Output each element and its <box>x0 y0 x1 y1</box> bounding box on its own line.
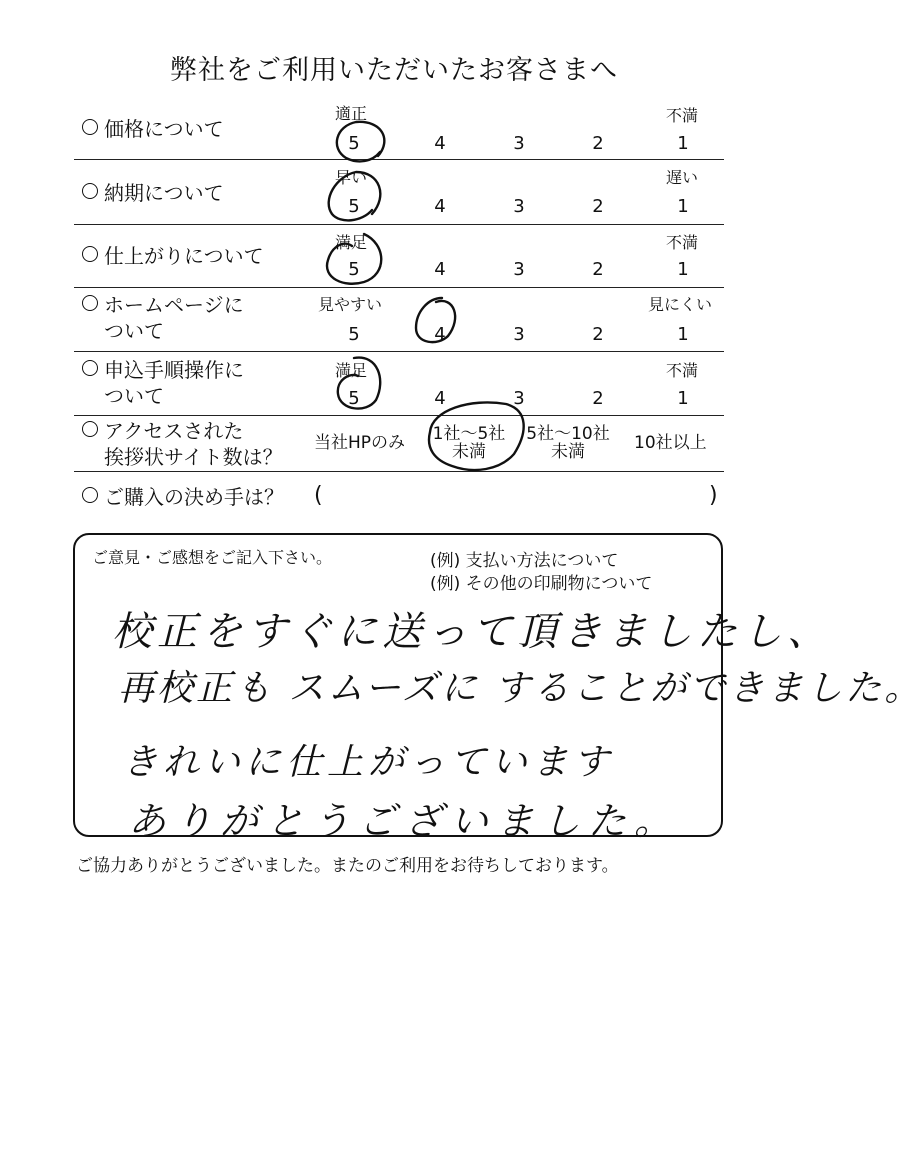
selected-mark-finish <box>327 234 381 284</box>
selected-mark-homepage <box>416 298 455 342</box>
application-score-1[interactable]: 1 <box>677 388 689 409</box>
price-score-4[interactable]: 4 <box>434 133 446 154</box>
question-decision-label: ご購入の決め手は？ <box>82 484 284 510</box>
selected-mark-access <box>429 402 524 470</box>
price-score-1[interactable]: 1 <box>677 133 689 154</box>
footer-thanks: ご協力ありがとうございました。またのご利用をお待ちしております。 <box>76 856 619 876</box>
finish-score-4[interactable]: 4 <box>434 259 446 280</box>
question-application-label: 申込手順操作に ついて <box>82 357 244 409</box>
delivery-score-1[interactable]: 1 <box>677 196 689 217</box>
delivery-score-3[interactable]: 3 <box>513 196 525 217</box>
handwritten-line-2: 再校正も スムーズに することができました。 <box>118 668 923 709</box>
homepage-score-5[interactable]: 5 <box>348 324 360 345</box>
access-option-5-10[interactable]: 5社～10社 未満 <box>526 424 610 462</box>
delivery-left-label: 早い <box>335 168 368 187</box>
comment-example-1: (例) 支払い方法について <box>430 551 619 571</box>
access-option-10-plus[interactable]: 10社以上 <box>634 433 707 453</box>
application-score-4[interactable]: 4 <box>434 388 446 409</box>
comment-heading: ご意見・ご感想をご記入下さい。 <box>92 548 333 567</box>
handwritten-line-1: 校正をすぐに送って頂きましたし、 <box>112 609 832 655</box>
finish-score-3[interactable]: 3 <box>513 259 525 280</box>
homepage-score-3[interactable]: 3 <box>513 324 525 345</box>
selected-mark-application <box>338 358 380 409</box>
question-price-label: 価格について <box>82 116 224 142</box>
handwritten-line-3: きれいに仕上がっています <box>122 742 615 783</box>
access-option-1-5[interactable]: 1社～5社 未満 <box>432 424 506 462</box>
selected-mark-price <box>337 122 384 162</box>
application-left-label: 満足 <box>335 361 368 380</box>
finish-score-1[interactable]: 1 <box>677 259 689 280</box>
decision-open-paren: ( <box>314 483 323 508</box>
homepage-score-2[interactable]: 2 <box>592 324 604 345</box>
price-score-3[interactable]: 3 <box>513 133 525 154</box>
question-access-label: アクセスされた 挨拶状サイト数は？ <box>82 418 283 470</box>
homepage-left-label: 見やすい <box>318 295 383 314</box>
application-score-3[interactable]: 3 <box>513 388 525 409</box>
delivery-score-4[interactable]: 4 <box>434 196 446 217</box>
homepage-score-1[interactable]: 1 <box>677 324 689 345</box>
finish-right-label: 不満 <box>666 233 699 252</box>
finish-score-5[interactable]: 5 <box>348 259 360 280</box>
application-right-label: 不満 <box>666 361 699 380</box>
access-option-own-site[interactable]: 当社HPのみ <box>314 433 406 453</box>
price-right-label: 不満 <box>666 106 699 125</box>
delivery-score-2[interactable]: 2 <box>592 196 604 217</box>
question-homepage-label: ホームページに ついて <box>82 292 244 344</box>
selected-mark-delivery <box>329 172 381 220</box>
price-score-2[interactable]: 2 <box>592 133 604 154</box>
homepage-score-4[interactable]: 4 <box>434 324 446 345</box>
decision-close-paren: ) <box>709 483 718 508</box>
finish-score-2[interactable]: 2 <box>592 259 604 280</box>
price-score-5[interactable]: 5 <box>348 133 360 154</box>
comment-example-2: (例) その他の印刷物について <box>430 574 653 594</box>
question-delivery-label: 納期について <box>82 180 224 206</box>
price-left-label: 適正 <box>335 104 368 123</box>
delivery-score-5[interactable]: 5 <box>348 196 360 217</box>
handwritten-line-4: ありがとうございました。 <box>128 799 681 843</box>
delivery-right-label: 遅い <box>666 168 699 187</box>
application-score-5[interactable]: 5 <box>348 388 360 409</box>
finish-left-label: 満足 <box>335 233 368 252</box>
page-title: 弊社をご利用いただいたお客さまへ <box>170 55 618 86</box>
application-score-2[interactable]: 2 <box>592 388 604 409</box>
homepage-right-label: 見にくい <box>648 295 713 314</box>
question-finish-label: 仕上がりについて <box>82 243 264 269</box>
